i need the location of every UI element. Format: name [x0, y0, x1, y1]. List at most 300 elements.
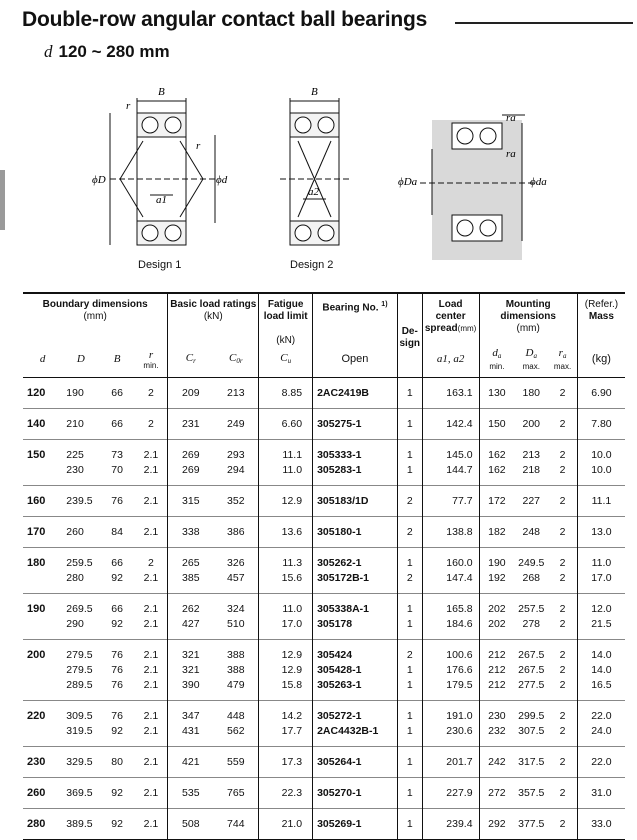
- cell-D: 210: [66, 418, 84, 430]
- cell-da: 130: [479, 378, 514, 409]
- bearing-drawings: [0, 75, 637, 260]
- cell-da: 202: [479, 594, 514, 618]
- cell-ra: 2: [559, 787, 566, 799]
- bearing-group: [23, 747, 625, 778]
- cell-da: 212: [479, 640, 514, 664]
- design1-label-d: ϕd: [216, 174, 228, 186]
- cell-da: 232: [479, 724, 514, 747]
- cell-Da: 218: [522, 464, 541, 476]
- cell-ra: 2: [559, 818, 566, 830]
- cell-mass: 11.0: [577, 548, 625, 572]
- cell-bore-d: 150: [27, 449, 46, 461]
- cell-a12: 176.6: [422, 663, 479, 678]
- cell-design: 1: [397, 724, 422, 747]
- bearing-group: [23, 809, 625, 840]
- table-row: [23, 747, 625, 778]
- cell-bore-d: [23, 463, 62, 486]
- cell-Cu: 13.6: [259, 517, 313, 548]
- cell-bore-d: 120: [27, 387, 46, 399]
- design2-drawing: [280, 98, 350, 245]
- cell-D: 230: [66, 464, 84, 476]
- header-refer: (Refer.) Mass: [577, 293, 625, 335]
- cell-design: 1: [397, 409, 422, 440]
- cell-Da: 268: [522, 572, 541, 584]
- cell-design: 1: [397, 809, 422, 840]
- cell-a12: 201.7: [422, 747, 479, 778]
- cell-Cu: 22.3: [259, 778, 313, 809]
- cell-ra: 2: [559, 387, 566, 399]
- col-Cu: $C_u$: [259, 347, 313, 378]
- cell-a12: 147.4: [422, 571, 479, 594]
- table-row: [23, 463, 625, 486]
- cell-design: 1: [397, 617, 422, 640]
- cell-design: 1: [397, 747, 422, 778]
- cell-r: 2: [148, 387, 154, 399]
- title-rule: [455, 22, 633, 24]
- cell-da: 190: [479, 548, 514, 572]
- cell-da: 162: [479, 440, 514, 464]
- header-mounting: Mounting dimensions (mm): [479, 293, 577, 335]
- cell-bearing-no: 305269-1: [313, 809, 398, 840]
- cell-mass: 24.0: [577, 724, 625, 747]
- cell-r: 2.1: [143, 449, 159, 461]
- bearing-group: [23, 409, 625, 440]
- cell-C0r: 562: [227, 725, 245, 737]
- cell-B: 66: [111, 603, 123, 615]
- cell-mass: 10.0: [577, 440, 625, 464]
- cell-Da: 299.5: [518, 710, 545, 722]
- cell-da: 202: [479, 617, 514, 640]
- cell-bore-d: 260: [27, 787, 46, 799]
- cell-Cr: 385: [168, 571, 214, 594]
- cell-ra: 2: [559, 756, 566, 768]
- col-ra: $r_a$ max.: [553, 347, 572, 371]
- cell-Cu: 17.3: [259, 747, 313, 778]
- design1-drawing: [110, 98, 215, 245]
- cell-D: 309.5: [66, 710, 93, 722]
- cell-mass: 13.0: [577, 517, 625, 548]
- cell-r: 2: [148, 557, 154, 569]
- cell-Cr: 231: [168, 409, 214, 440]
- design1-label-r: r: [126, 100, 131, 112]
- cell-a12: 227.9: [422, 778, 479, 809]
- cell-B: 92: [111, 725, 123, 737]
- cell-ra: 2: [559, 572, 566, 584]
- cell-Cr: 321: [168, 640, 214, 664]
- bearing-group: [23, 701, 625, 747]
- cell-D: 225: [66, 449, 84, 461]
- cell-Da: 307.5: [518, 725, 545, 737]
- cell-a12: 165.8: [422, 594, 479, 618]
- cell-Cu: 17.0: [259, 617, 313, 640]
- cell-bearing-no: 305262-1: [313, 548, 398, 572]
- cell-da: 192: [479, 571, 514, 594]
- cell-bore-d: 280: [27, 818, 46, 830]
- cell-bore-d: 180: [27, 557, 46, 569]
- bearing-group: [23, 594, 625, 640]
- cell-a12: 184.6: [422, 617, 479, 640]
- subtitle-range: 120 ~ 280 mm: [58, 42, 170, 61]
- table-row: [23, 517, 625, 548]
- cell-design: 1: [397, 463, 422, 486]
- cell-design: 1: [397, 548, 422, 572]
- cell-bore-d: 200: [27, 649, 46, 661]
- cell-Cu: 12.9: [259, 640, 313, 664]
- bearing-group: [23, 440, 625, 486]
- cell-mass: 6.90: [577, 378, 625, 409]
- cell-Cr: 535: [168, 778, 214, 809]
- col-r: r min.: [143, 348, 159, 370]
- cell-bearing-no: 305270-1: [313, 778, 398, 809]
- cell-bearing-no: 305264-1: [313, 747, 398, 778]
- cell-Da: 267.5: [518, 649, 545, 661]
- cell-bearing-no: 2AC4432B-1: [313, 724, 398, 747]
- table-row: [23, 378, 625, 409]
- cell-C0r: 388: [227, 649, 245, 661]
- cell-a12: 179.5: [422, 678, 479, 701]
- cell-bearing-no: 305333-1: [313, 440, 398, 464]
- cell-bore-d: [23, 724, 62, 747]
- cell-Da: 357.5: [518, 787, 545, 799]
- cell-r: 2.1: [143, 618, 159, 630]
- cell-Cr: 338: [168, 517, 214, 548]
- bearing-group: [23, 486, 625, 517]
- cell-a12: 77.7: [422, 486, 479, 517]
- cell-Cu: 11.0: [259, 594, 313, 618]
- cell-bearing-no: 305263-1: [313, 678, 398, 701]
- cell-bearing-no: 305183/1D: [313, 486, 398, 517]
- cell-B: 66: [111, 418, 123, 430]
- cell-C0r: 448: [227, 710, 245, 722]
- cell-D: 279.5: [66, 664, 93, 676]
- col-a12: a1, a2: [422, 347, 479, 378]
- cell-bearing-no: 305338A-1: [313, 594, 398, 618]
- cell-Da: 267.5: [518, 664, 545, 676]
- cell-r: 2.1: [143, 603, 159, 615]
- cell-a12: 144.7: [422, 463, 479, 486]
- header-bearing-no: Bearing No. $^{1)}$: [313, 293, 398, 335]
- cell-Cr: 390: [168, 678, 214, 701]
- design1-caption: Design 1: [138, 259, 182, 271]
- cell-ra: 2: [559, 464, 566, 476]
- cell-Cu: 11.3: [259, 548, 313, 572]
- cell-bore-d: 190: [27, 603, 46, 615]
- cell-bore-d: 220: [27, 710, 46, 722]
- cell-mass: 21.5: [577, 617, 625, 640]
- cell-design: 1: [397, 663, 422, 678]
- mounting-label-Da: ϕDa: [398, 176, 418, 188]
- cell-bearing-no: 305272-1: [313, 701, 398, 725]
- design1-label-B: B: [158, 86, 165, 98]
- cell-Da: 213: [522, 449, 541, 461]
- cell-C0r: 294: [227, 464, 245, 476]
- cell-D: 369.5: [66, 787, 93, 799]
- cell-mass: 10.0: [577, 463, 625, 486]
- cell-ra: 2: [559, 664, 566, 676]
- cell-ra: 2: [559, 618, 566, 630]
- cell-bearing-no: 305275-1: [313, 409, 398, 440]
- cell-Da: 377.5: [518, 818, 545, 830]
- cell-design: 1: [397, 378, 422, 409]
- cell-C0r: 479: [227, 679, 245, 691]
- cell-design: 2: [397, 486, 422, 517]
- cell-Da: 257.5: [518, 603, 545, 615]
- cell-C0r: 352: [227, 495, 245, 507]
- cell-B: 73: [111, 449, 123, 461]
- table-row: [23, 548, 625, 572]
- cell-C0r: 249: [227, 418, 245, 430]
- page-title: Double-row angular contact ball bearings: [22, 8, 428, 31]
- cell-Cr: 321: [168, 663, 214, 678]
- cell-bore-d: 160: [27, 495, 46, 507]
- cell-mass: 31.0: [577, 778, 625, 809]
- cell-B: 92: [111, 787, 123, 799]
- header-load-center: Load center spread(mm): [422, 293, 479, 335]
- cell-Cr: 262: [168, 594, 214, 618]
- cell-C0r: 765: [227, 787, 245, 799]
- cell-Da: 227: [522, 495, 541, 507]
- cell-Cr: 347: [168, 701, 214, 725]
- bearing-group: [23, 517, 625, 548]
- cell-mass: 22.0: [577, 701, 625, 725]
- cell-bore-d: [23, 571, 62, 594]
- col-Cr: $C_r$: [168, 347, 214, 378]
- design2-label-B: B: [311, 86, 318, 98]
- table-row: [23, 594, 625, 618]
- cell-C0r: 324: [227, 603, 245, 615]
- col-mass: (kg): [577, 347, 625, 378]
- cell-B: 76: [111, 664, 123, 676]
- col-da: $d_a$ min.: [479, 347, 514, 378]
- cell-r: 2.1: [143, 756, 159, 768]
- cell-a12: 138.8: [422, 517, 479, 548]
- cell-da: 242: [479, 747, 514, 778]
- cell-r: 2.1: [143, 649, 159, 661]
- cell-da: 150: [479, 409, 514, 440]
- cell-r: 2.1: [143, 664, 159, 676]
- table-row: [23, 409, 625, 440]
- design1-label-r2: r: [196, 140, 201, 152]
- cell-design: 1: [397, 678, 422, 701]
- cell-r: 2.1: [143, 572, 159, 584]
- cell-a12: 145.0: [422, 440, 479, 464]
- cell-design: 2: [397, 571, 422, 594]
- cell-C0r: 326: [227, 557, 245, 569]
- cell-r: 2.1: [143, 725, 159, 737]
- cell-bore-d: 230: [27, 756, 46, 768]
- col-Da: $D_a$ max.: [522, 347, 540, 371]
- cell-B: 84: [111, 526, 123, 538]
- cell-design: 2: [397, 640, 422, 664]
- cell-C0r: 388: [227, 664, 245, 676]
- cell-Cr: 431: [168, 724, 214, 747]
- cell-D: 290: [66, 618, 84, 630]
- cell-D: 260: [66, 526, 84, 538]
- cell-bearing-no: 305180-1: [313, 517, 398, 548]
- cell-D: 269.5: [66, 603, 93, 615]
- cell-ra: 2: [559, 649, 566, 661]
- mounting-label-ra2: ra: [506, 148, 516, 160]
- cell-r: 2.1: [143, 495, 159, 507]
- cell-da: 292: [479, 809, 514, 840]
- cell-bearing-no: 305424: [313, 640, 398, 664]
- cell-mass: 7.80: [577, 409, 625, 440]
- cell-Cr: 265: [168, 548, 214, 572]
- cell-Cu: 11.1: [259, 440, 313, 464]
- cell-D: 319.5: [66, 725, 93, 737]
- design2-caption: Design 2: [290, 259, 334, 271]
- design2-label-a2: a2: [308, 186, 319, 198]
- cell-Da: 278: [522, 618, 541, 630]
- cell-Da: 277.5: [518, 679, 545, 691]
- cell-Cu: 8.85: [259, 378, 313, 409]
- cell-a12: 142.4: [422, 409, 479, 440]
- cell-da: 212: [479, 663, 514, 678]
- cell-da: 172: [479, 486, 514, 517]
- cell-C0r: 559: [227, 756, 245, 768]
- col-B: B: [113, 353, 121, 365]
- cell-Da: 249.5: [518, 557, 545, 569]
- cell-da: 272: [479, 778, 514, 809]
- cell-bearing-no: 305283-1: [313, 463, 398, 486]
- cell-Cr: 427: [168, 617, 214, 640]
- col-D: D: [76, 353, 85, 365]
- cell-a12: 160.0: [422, 548, 479, 572]
- cell-design: 2: [397, 517, 422, 548]
- cell-Cu: 15.6: [259, 571, 313, 594]
- cell-bearing-no: 305172B-1: [313, 571, 398, 594]
- table-row: [23, 571, 625, 594]
- cell-B: 76: [111, 495, 123, 507]
- cell-D: 329.5: [66, 756, 93, 768]
- cell-ra: 2: [559, 725, 566, 737]
- bearing-spec-table: [23, 292, 625, 840]
- cell-bearing-no: 305428-1: [313, 663, 398, 678]
- cell-Cr: 508: [168, 809, 214, 840]
- header-load: Basic load ratings (kN): [168, 293, 259, 335]
- cell-Cu: 12.9: [259, 663, 313, 678]
- cell-B: 92: [111, 572, 123, 584]
- cell-da: 162: [479, 463, 514, 486]
- table-row: [23, 724, 625, 747]
- mounting-drawing: [420, 115, 535, 260]
- cell-Cr: 269: [168, 463, 214, 486]
- cell-C0r: 293: [227, 449, 245, 461]
- cell-D: 389.5: [66, 818, 93, 830]
- cell-Cu: 12.9: [259, 486, 313, 517]
- table-row: [23, 701, 625, 725]
- cell-ra: 2: [559, 603, 566, 615]
- cell-B: 66: [111, 387, 123, 399]
- cell-design: 1: [397, 594, 422, 618]
- header-design: De- sign: [397, 293, 422, 378]
- cell-r: 2.1: [143, 787, 159, 799]
- cell-Cr: 421: [168, 747, 214, 778]
- header-boundary: Boundary dimensions (mm): [42, 299, 148, 322]
- cell-D: 190: [66, 387, 84, 399]
- cell-Cu: 21.0: [259, 809, 313, 840]
- cell-a12: 191.0: [422, 701, 479, 725]
- cell-design: 1: [397, 778, 422, 809]
- cell-r: 2.1: [143, 710, 159, 722]
- table-row: [23, 440, 625, 464]
- table-row: [23, 486, 625, 517]
- cell-B: 76: [111, 710, 123, 722]
- cell-Cr: 209: [168, 378, 214, 409]
- cell-a12: 163.1: [422, 378, 479, 409]
- cell-ra: 2: [559, 710, 566, 722]
- col-open: Open: [313, 347, 398, 378]
- cell-ra: 2: [559, 557, 566, 569]
- cell-mass: 11.1: [577, 486, 625, 517]
- cell-B: 76: [111, 649, 123, 661]
- cell-da: 182: [479, 517, 514, 548]
- cell-D: 280: [66, 572, 84, 584]
- bearing-group: [23, 548, 625, 594]
- cell-bore-d: [23, 663, 62, 678]
- cell-B: 92: [111, 818, 123, 830]
- mounting-label-ra: ra: [506, 112, 516, 124]
- cell-r: 2: [148, 418, 154, 430]
- col-d: d: [39, 353, 46, 365]
- subtitle-symbol: d: [44, 42, 53, 61]
- cell-B: 70: [111, 464, 123, 476]
- cell-bore-d: [23, 678, 62, 701]
- cell-B: 66: [111, 557, 123, 569]
- cell-r: 2.1: [143, 464, 159, 476]
- cell-mass: 14.0: [577, 663, 625, 678]
- cell-a12: 239.4: [422, 809, 479, 840]
- cell-Cu: 11.0: [259, 463, 313, 486]
- cell-r: 2.1: [143, 818, 159, 830]
- cell-D: 279.5: [66, 649, 93, 661]
- table-row: [23, 663, 625, 678]
- cell-C0r: 744: [227, 818, 245, 830]
- cell-C0r: 510: [227, 618, 245, 630]
- bearing-group: [23, 778, 625, 809]
- bearing-group: [23, 378, 625, 409]
- cell-Da: 317.5: [518, 756, 545, 768]
- cell-mass: 17.0: [577, 571, 625, 594]
- cell-r: 2.1: [143, 679, 159, 691]
- design1-label-D: ϕD: [92, 174, 106, 186]
- cell-bore-d: 170: [27, 526, 46, 538]
- cell-bearing-no: 2AC2419B: [313, 378, 398, 409]
- cell-Da: 200: [522, 418, 541, 430]
- cell-Cu: 15.8: [259, 678, 313, 701]
- cell-Cr: 315: [168, 486, 214, 517]
- cell-D: 259.5: [66, 557, 93, 569]
- table-row: [23, 678, 625, 701]
- design1-label-a1: a1: [156, 194, 167, 206]
- cell-ra: 2: [559, 495, 566, 507]
- cell-bore-d: [23, 617, 62, 640]
- cell-mass: 33.0: [577, 809, 625, 840]
- cell-r: 2.1: [143, 526, 159, 538]
- cell-mass: 14.0: [577, 640, 625, 664]
- cell-Da: 180: [522, 387, 541, 399]
- cell-D: 289.5: [66, 679, 93, 691]
- table-row: [23, 640, 625, 664]
- cell-ra: 2: [559, 418, 566, 430]
- cell-Cr: 269: [168, 440, 214, 464]
- cell-bearing-no: 305178: [313, 617, 398, 640]
- table-row: [23, 809, 625, 840]
- table-row: [23, 617, 625, 640]
- bearing-group: [23, 640, 625, 701]
- cell-Cu: 17.7: [259, 724, 313, 747]
- cell-B: 92: [111, 618, 123, 630]
